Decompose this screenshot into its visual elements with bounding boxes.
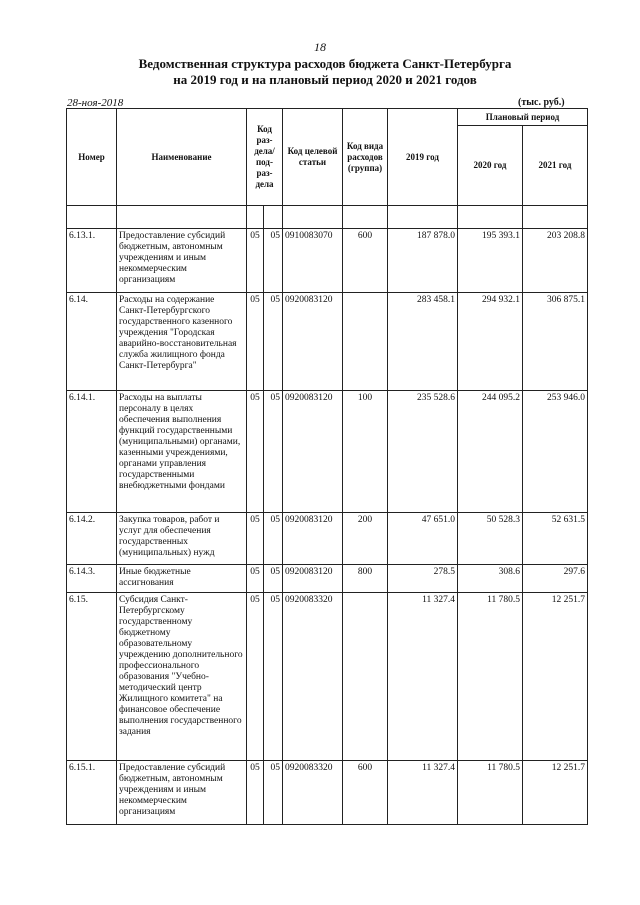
row-number: 6.13.1.	[67, 229, 117, 293]
row-2019: 283 458.1	[388, 293, 458, 391]
row-section: 05	[247, 229, 264, 293]
row-number: 6.15.	[67, 593, 117, 761]
row-2020: 195 393.1	[458, 229, 523, 293]
row-number: 6.15.1.	[67, 761, 117, 825]
row-number: 6.14.2.	[67, 513, 117, 565]
row-expense-type: 100	[343, 391, 388, 513]
spacer-cell	[283, 206, 343, 229]
table-row	[67, 293, 588, 391]
row-target: 0920083320	[283, 593, 343, 761]
row-subsection: 05	[264, 513, 283, 565]
row-subsection: 05	[264, 565, 283, 593]
row-target: 0920083320	[283, 761, 343, 825]
row-target: 0920083120	[283, 513, 343, 565]
title-line-1: Ведомственная структура расходов бюджета Санкт-Петербурга	[138, 56, 512, 71]
row-2021: 12 251.7	[523, 761, 588, 825]
row-2019: 235 528.6	[388, 391, 458, 513]
spacer-cell	[458, 206, 523, 229]
table-row	[67, 565, 588, 593]
row-subsection: 05	[264, 761, 283, 825]
row-name: Предоставление субсидий бюджетным, автономным учреждениям и иным некоммерческим организациям	[117, 761, 247, 825]
row-2020: 308.6	[458, 565, 523, 593]
document-date: 28-ноя-2018	[67, 97, 124, 109]
row-target: 0910083070	[283, 229, 343, 293]
spacer-cell	[117, 206, 247, 229]
budget-table	[66, 108, 588, 825]
row-expense-type: 200	[343, 513, 388, 565]
row-2019: 278.5	[388, 565, 458, 593]
spacer-cell	[67, 206, 117, 229]
row-name: Расходы на выплаты персоналу в целях обеспечения выполнения функций государственными (муниципальными) органами, казенными учреждениями, органами управления государственными внебюджетными фондами	[117, 391, 247, 513]
row-2021: 52 631.5	[523, 513, 588, 565]
row-2019: 187 878.0	[388, 229, 458, 293]
row-subsection: 05	[264, 293, 283, 391]
row-expense-type: 600	[343, 761, 388, 825]
title-line-2: на 2019 год и на плановый период 2020 и 2021 годов	[173, 72, 477, 87]
row-target: 0920083120	[283, 565, 343, 593]
row-expense-type	[343, 293, 388, 391]
header-name: Наименование	[117, 109, 247, 206]
header-2021: 2021 год	[523, 126, 588, 206]
row-2021: 203 208.8	[523, 229, 588, 293]
row-subsection: 05	[264, 391, 283, 513]
row-section: 05	[247, 565, 264, 593]
row-number: 6.14.1.	[67, 391, 117, 513]
row-target: 0920083120	[283, 391, 343, 513]
spacer-cell	[388, 206, 458, 229]
row-section: 05	[247, 391, 264, 513]
row-name: Предоставление субсидий бюджетным, автономным учреждениям и иным некоммерческим организациям	[117, 229, 247, 293]
row-2019: 11 327.4	[388, 593, 458, 761]
row-subsection: 05	[264, 593, 283, 761]
header-section: Код раз-дела/ под-раз-дела	[247, 109, 283, 206]
table-row	[67, 391, 588, 513]
document-title	[60, 56, 590, 88]
row-2020: 11 780.5	[458, 593, 523, 761]
row-2021: 253 946.0	[523, 391, 588, 513]
row-expense-type: 800	[343, 565, 388, 593]
page-number: 18	[314, 40, 326, 54]
row-name: Расходы на содержание Санкт-Петербургского государственного казенного учреждения "Городская аварийно-восстановительная служба жилищного фонда Санкт-Петербурга"	[117, 293, 247, 391]
table-row	[67, 593, 588, 761]
row-2019: 47 651.0	[388, 513, 458, 565]
row-2020: 294 932.1	[458, 293, 523, 391]
table-row	[67, 761, 588, 825]
row-section: 05	[247, 293, 264, 391]
row-2021: 297.6	[523, 565, 588, 593]
row-subsection: 05	[264, 229, 283, 293]
row-section: 05	[247, 761, 264, 825]
row-2020: 11 780.5	[458, 761, 523, 825]
row-target: 0920083120	[283, 293, 343, 391]
row-2021: 12 251.7	[523, 593, 588, 761]
units-label: (тыс. руб.)	[518, 97, 565, 108]
spacer-cell	[343, 206, 388, 229]
row-name: Иные бюджетные ассигнования	[117, 565, 247, 593]
table-row	[67, 513, 588, 565]
row-name: Субсидия Санкт-Петербургскому государственному бюджетному образовательному учреждению дополнительного профессионального образования "Учебно-методический центр Жилищного комитета" на финансовое обеспечение выполнения государственного задания	[117, 593, 247, 761]
spacer-cell	[523, 206, 588, 229]
header-planning-period: Плановый период	[458, 109, 588, 126]
header-number: Номер	[67, 109, 117, 206]
table-row	[67, 229, 588, 293]
row-2020: 50 528.3	[458, 513, 523, 565]
spacer-cell	[247, 206, 264, 229]
row-2020: 244 095.2	[458, 391, 523, 513]
row-section: 05	[247, 593, 264, 761]
row-name: Закупка товаров, работ и услуг для обеспечения государственных (муниципальных) нужд	[117, 513, 247, 565]
row-2019: 11 327.4	[388, 761, 458, 825]
row-expense-type: 600	[343, 229, 388, 293]
header-expense-type: Код вида расходов (группа)	[343, 109, 388, 206]
header-2020: 2020 год	[458, 126, 523, 206]
row-number: 6.14.3.	[67, 565, 117, 593]
row-section: 05	[247, 513, 264, 565]
row-number: 6.14.	[67, 293, 117, 391]
row-2021: 306 875.1	[523, 293, 588, 391]
spacer-cell	[264, 206, 283, 229]
header-2019: 2019 год	[388, 109, 458, 206]
header-target: Код целевой статьи	[283, 109, 343, 206]
row-expense-type	[343, 593, 388, 761]
